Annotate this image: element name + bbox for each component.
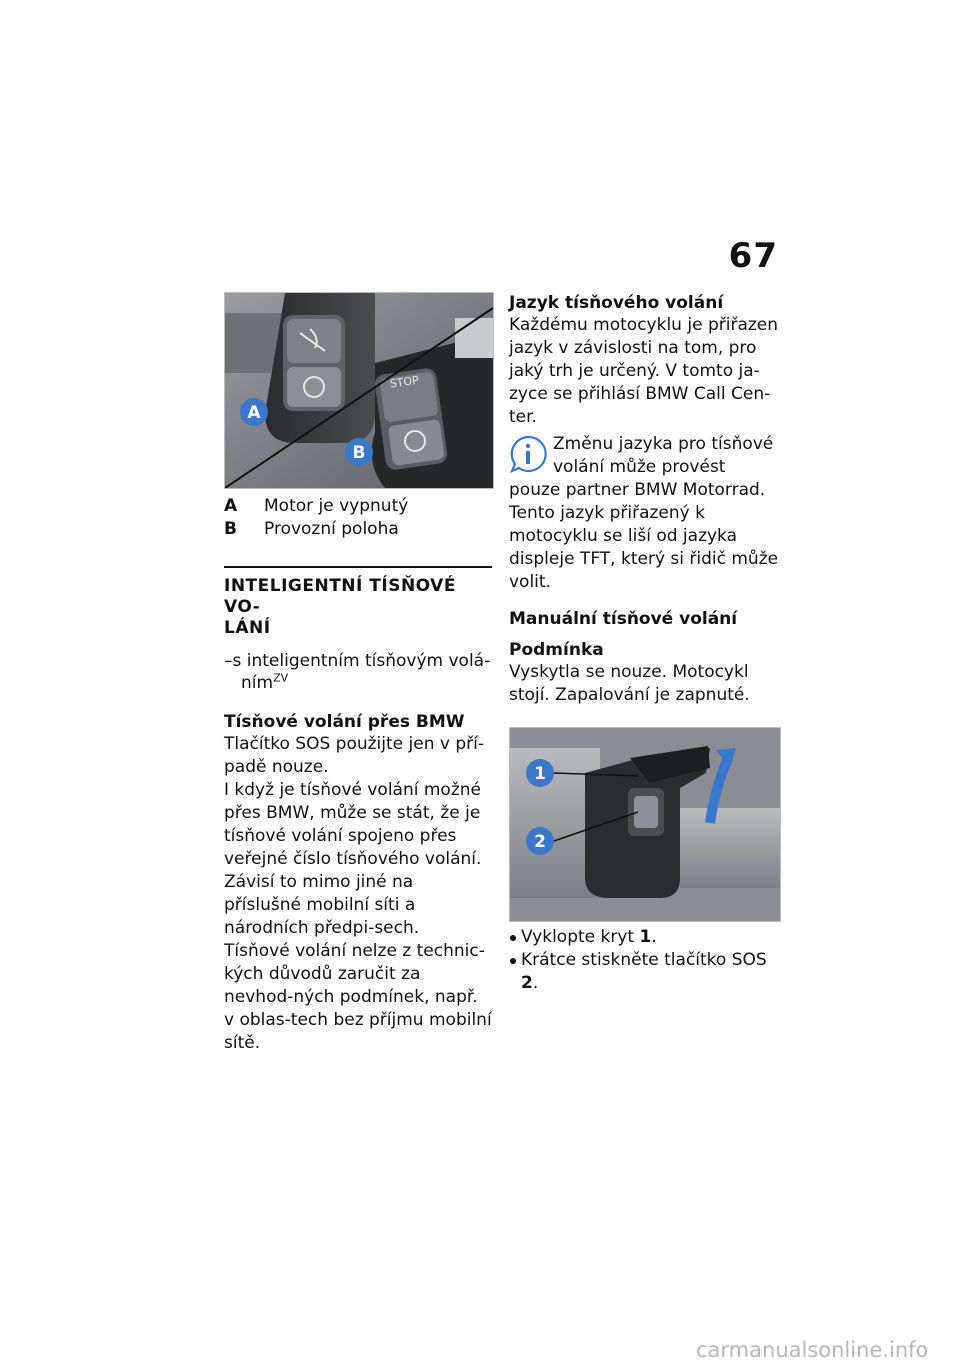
section-heading-line2: LÁNÍ xyxy=(224,618,271,638)
legend-row xyxy=(224,518,492,541)
legend-text: Provozní poloha xyxy=(264,519,399,539)
subheading-manual-call: Manuální tísňové volání xyxy=(509,609,738,629)
right-column xyxy=(509,292,781,995)
instruction-list xyxy=(509,926,781,995)
bullet-ref: 1 xyxy=(639,927,652,947)
left-column xyxy=(224,292,492,1055)
marker-2: 2 xyxy=(534,832,546,852)
paragraph: Každému motocyklu je přiřazen jazyk v závislosti na tom, pro jaký trh je určený. V tomto ja-zyce se přihlásí BMW Call Cen-ter. xyxy=(509,315,779,427)
page-number: 67 xyxy=(728,236,778,276)
stop-label: STOP xyxy=(389,373,420,391)
handlebar-switch-figure xyxy=(224,292,494,489)
subheading-language: Jazyk tísňového volání xyxy=(509,293,724,313)
marker-a: A xyxy=(247,403,261,423)
figure-legend xyxy=(224,495,492,541)
marker-1: 1 xyxy=(534,764,546,784)
section-divider xyxy=(224,566,492,568)
handlebar-switch-illustration xyxy=(225,293,493,488)
bullet-text: Vyklopte kryt xyxy=(521,927,635,947)
bullet-text: Krátce stiskněte tlačítko SOS xyxy=(521,950,767,970)
subheading-condition: Podmínka xyxy=(509,640,604,660)
legend-key: B xyxy=(224,519,237,539)
list-item: Vyklopte kryt 1. xyxy=(509,926,781,949)
list-item: Krátce stiskněte tlačítko SOS 2. xyxy=(509,949,781,995)
paragraph: I když je tísňové volání možné přes BMW, může se stát, že je tísňové volání spojeno přes veřejné číslo tísňového volání. Závisí to mimo jiné na příslušné mobilní síti a národních předpi-sech. xyxy=(224,780,482,938)
sos-button-illustration xyxy=(510,728,780,921)
paragraph: Vyskytla se nouze. Motocykl stojí. Zapalování je zapnuté. xyxy=(509,662,750,705)
marker-b: B xyxy=(352,443,366,463)
info-icon xyxy=(509,435,547,473)
section-heading xyxy=(224,576,492,639)
section-heading-line1: INTELIGENTNÍ TÍSŇOVÉ VO- xyxy=(224,576,456,617)
sos-button-figure xyxy=(509,727,781,922)
bullet-ref: 2 xyxy=(521,973,533,993)
paragraph: Tísňové volání nelze z technic-kých důvodů zaručit za nevhod-ných podmínek, např. v oblas-tech bez příjmu mobilní sítě. xyxy=(224,941,492,1053)
subheading-bmw-call: Tísňové volání přes BMW xyxy=(224,712,465,732)
equipment-superscript: ZV xyxy=(273,671,289,685)
watermark: carmanualsonline.info xyxy=(696,1338,929,1362)
legend-row xyxy=(224,495,492,518)
equipment-text: s inteligentním tísňovým volá-ním xyxy=(232,651,491,693)
legend-text: Motor je vypnutý xyxy=(264,496,409,516)
equipment-note: –s inteligentním tísňovým volá-ním$^{ZV}$ xyxy=(224,651,491,693)
legend-key: A xyxy=(224,496,238,516)
info-note xyxy=(509,433,781,594)
paragraph: Tlačítko SOS použijte jen v pří-padě nouze. xyxy=(224,734,484,777)
info-note-text: Změnu jazyka pro tísňové volání může provést pouze partner BMW Motorrad. Tento jazyk přiřazený k motocyklu se liší od jazyka displeje TFT, který si řidič může volit. xyxy=(509,434,779,592)
